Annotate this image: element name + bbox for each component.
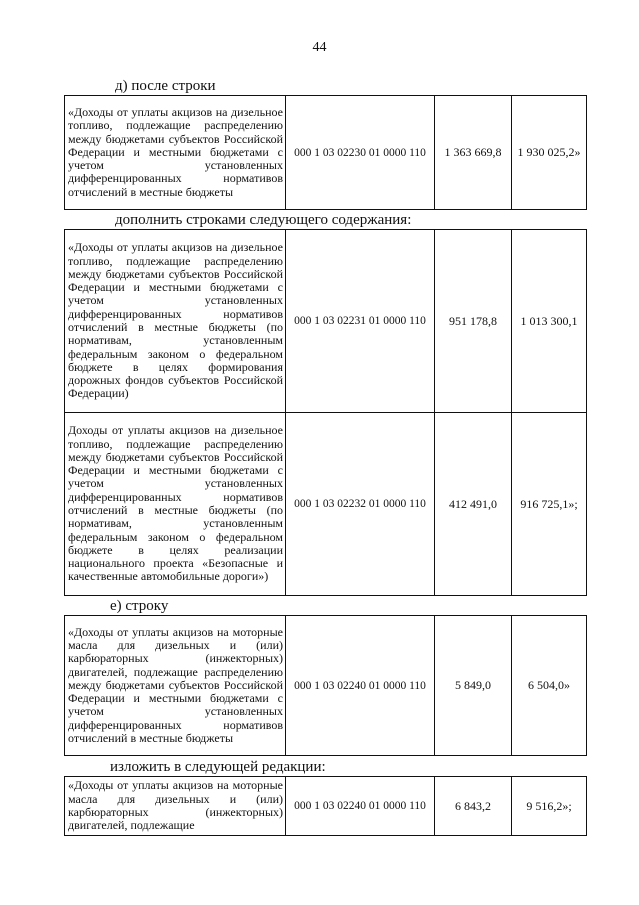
row-description: Доходы от уплаты акцизов на дизельное топливо, подлежащие распределению между бюджетами субъектов Российской Федерации и местными бюджетами с учетом установленных дифференцированных нормативов отчислений в местные бюджеты (по нормативам, установленным федеральным законом о федеральном бюджете в целях реализации национального проекта «Безопасные и качественные автомобильные дороги»)	[65, 413, 286, 596]
section-d-heading: д) после строки	[115, 78, 216, 94]
row-code: 000 1 03 02231 01 0000 110	[286, 230, 435, 413]
section-d-add-heading: дополнить строками следующего содержания:	[115, 212, 412, 228]
table-new-row	[64, 776, 587, 836]
row-value-1: 951 178,8	[435, 230, 512, 413]
row-description: «Доходы от уплаты акцизов на моторные масла для дизельных и (или) карбюраторных (инжекторных) двигателей, подлежащие	[65, 777, 286, 836]
row-value-1: 6 843,2	[435, 777, 512, 836]
page-number: 44	[312, 40, 327, 55]
row-value-1: 412 491,0	[435, 413, 512, 596]
row-code: 000 1 03 02232 01 0000 110	[286, 413, 435, 596]
section-e-heading: е) строку	[110, 598, 169, 614]
section-e-new-heading: изложить в следующей редакции:	[110, 759, 326, 775]
table-added-rows	[64, 229, 587, 596]
table-row	[65, 616, 587, 756]
row-description: «Доходы от уплаты акцизов на моторные масла для дизельных и (или) карбюраторных (инжекторных) двигателей, подлежащие распределению между бюджетами субъектов Российской Федерации и местными бюджетами с учетом установленных дифференцированных нормативов отчислений в местные бюджеты	[65, 616, 286, 756]
table-row	[65, 96, 587, 210]
row-value-1: 5 849,0	[435, 616, 512, 756]
table-row	[65, 413, 587, 596]
table-before-row	[64, 95, 587, 210]
row-value-2: 1 013 300,1	[512, 230, 587, 413]
row-value-2: 1 930 025,2»	[512, 96, 587, 210]
row-value-1: 1 363 669,8	[435, 96, 512, 210]
table-old-row	[64, 615, 587, 756]
row-value-2: 9 516,2»;	[512, 777, 587, 836]
row-description: «Доходы от уплаты акцизов на дизельное топливо, подлежащие распределению между бюджетами субъектов Российской Федерации и местными бюджетами с учетом установленных дифференцированных нормативов отчислений в местные бюджеты (по нормативам, установленным федеральным законом о федеральном бюджете в целях формирования дорожных фондов субъектов Российской Федерации)	[65, 230, 286, 413]
row-code: 000 1 03 02230 01 0000 110	[286, 96, 435, 210]
row-code: 000 1 03 02240 01 0000 110	[286, 777, 435, 836]
row-description: «Доходы от уплаты акцизов на дизельное топливо, подлежащие распределению между бюджетами субъектов Российской Федерации и местными бюджетами с учетом установленных дифференцированных нормативов отчислений в местные бюджеты	[65, 96, 286, 210]
table-row	[65, 777, 587, 836]
table-row	[65, 230, 587, 413]
row-value-2: 6 504,0»	[512, 616, 587, 756]
row-value-2: 916 725,1»;	[512, 413, 587, 596]
row-code: 000 1 03 02240 01 0000 110	[286, 616, 435, 756]
